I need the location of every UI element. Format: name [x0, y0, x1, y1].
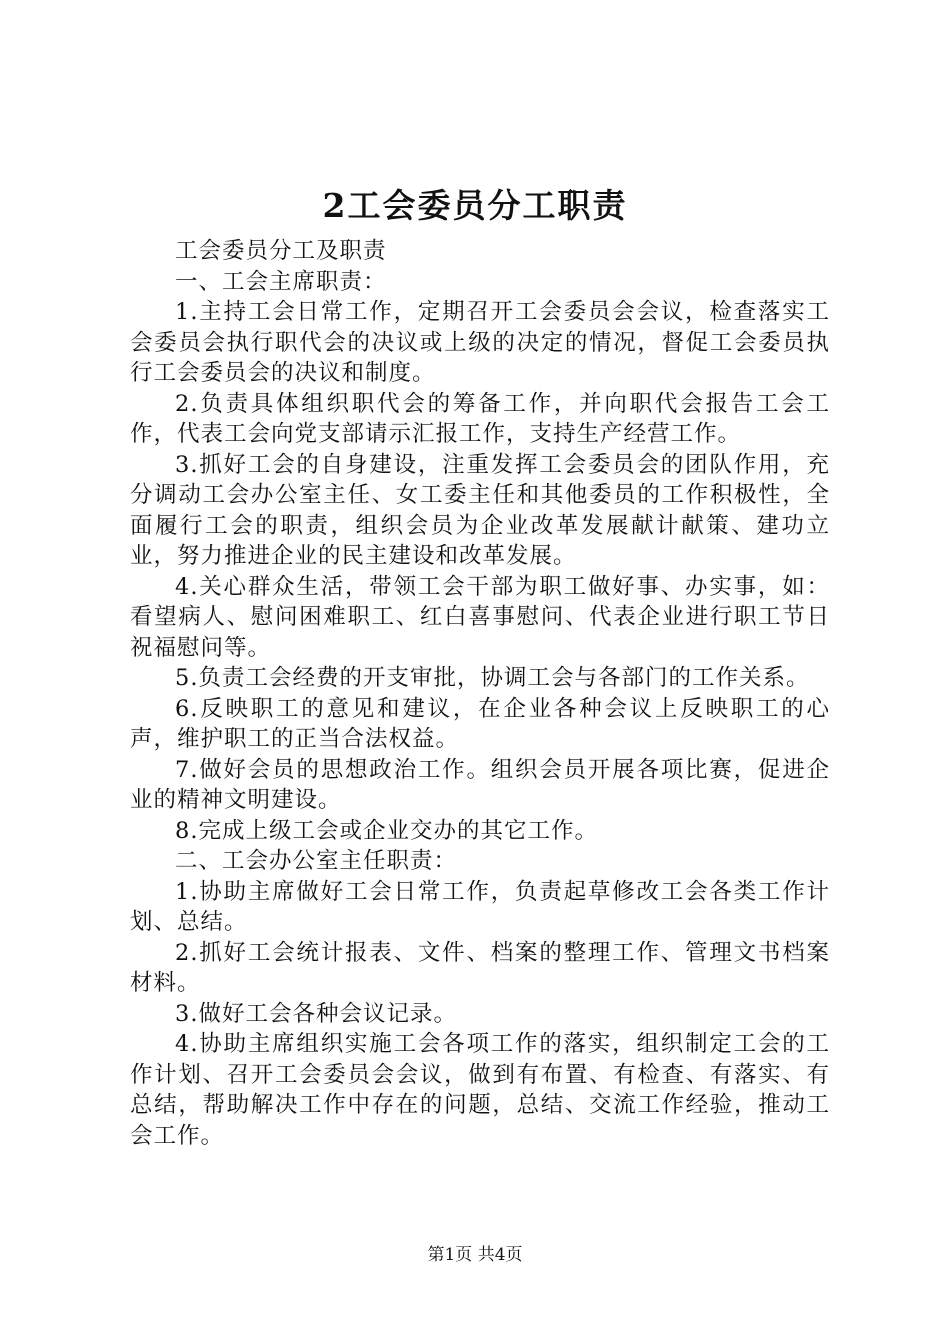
paragraph: 2.抓好工会统计报表、文件、档案的整理工作、管理文书档案材料。: [130, 939, 830, 996]
page-title: 2工会委员分工职责: [322, 186, 628, 225]
paragraph: 3.抓好工会的自身建设，注重发挥工会委员会的团队作用，充分调动工会办公室主任、女工委主任和其他委员的工作积极性，全面履行工会的职责，组织会员为企业改革发展献计献策、建功立业，努力推进企业的民主建设和改革发展。: [130, 451, 830, 569]
paragraph: 8.完成上级工会或企业交办的其它工作。: [175, 817, 598, 844]
page-number-footer: 第1页 共4页: [427, 1245, 523, 1265]
document-body: [130, 236, 830, 1151]
paragraph: 4.协助主席组织实施工会各项工作的落实，组织制定工会的工作计划、召开工会委员会会议，做到有布置、有检查、有落实、有总结，帮助解决工作中存在的问题，总结、交流工作经验，推动工会工作。: [130, 1031, 830, 1149]
paragraph: 1.协助主席做好工会日常工作，负责起草修改工会各类工作计划、总结。: [130, 878, 830, 935]
paragraph: 4.关心群众生活，带领工会干部为职工做好事、办实事，如：看望病人、慰问困难职工、红白喜事慰问、代表企业进行职工节日祝福慰问等。: [130, 573, 830, 661]
paragraph: 7.做好会员的思想政治工作。组织会员开展各项比赛，促进企业的精神文明建设。: [130, 756, 830, 813]
section-heading-chairman: 一、工会主席职责：: [175, 268, 387, 295]
paragraph: 1.主持工会日常工作，定期召开工会委员会会议，检查落实工会委员会执行职代会的决议或上级的决定的情况，督促工会委员执行工会委员会的决议和制度。: [130, 299, 830, 386]
section-heading-office-director: 二、工会办公室主任职责：: [175, 848, 458, 874]
paragraph-subtitle: 工会委员分工及职责: [175, 238, 387, 264]
paragraph: 6.反映职工的意见和建议，在企业各种会议上反映职工的心声，维护职工的正当合法权益。: [130, 695, 830, 752]
paragraph: 5.负责工会经费的开支审批，协调工会与各部门的工作关系。: [175, 665, 810, 691]
paragraph: 2.负责具体组织职代会的筹备工作，并向职代会报告工会工作，代表工会向党支部请示汇报工作，支持生产经营工作。: [130, 390, 830, 447]
paragraph: 3.做好工会各种会议记录。: [175, 1000, 457, 1027]
